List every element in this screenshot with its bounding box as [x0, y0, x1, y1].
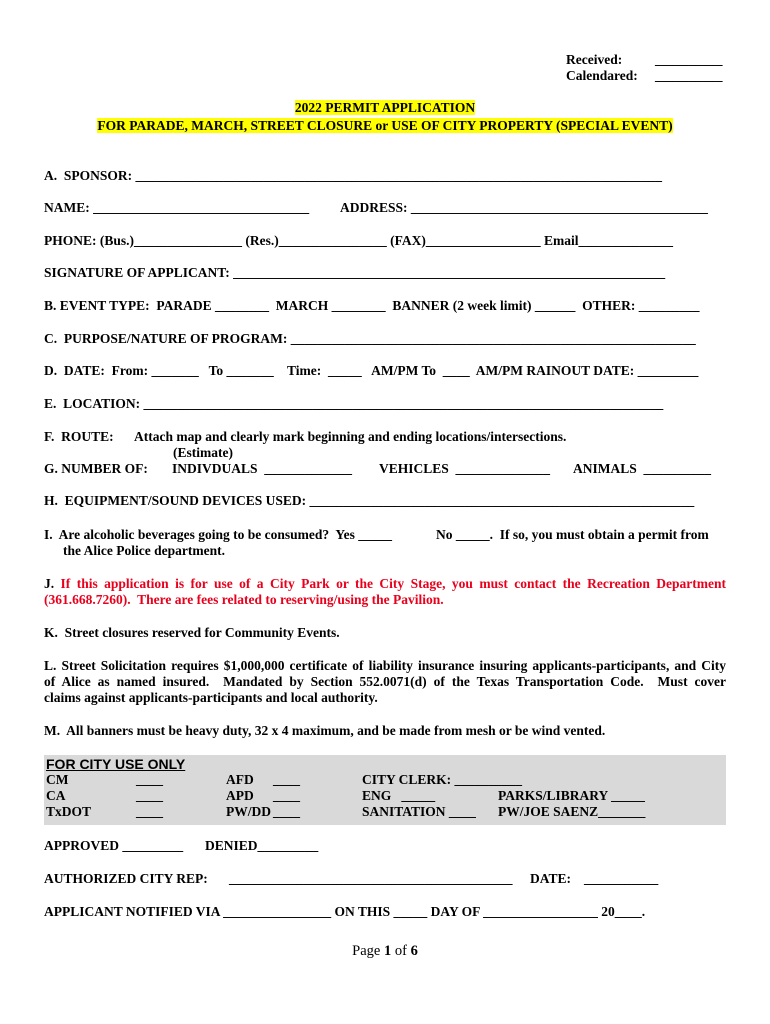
ca-field[interactable]: ____: [136, 788, 163, 803]
page-word: Page: [352, 943, 381, 959]
apd-field[interactable]: ____: [273, 788, 300, 803]
street-closure-note: K. Street closures reserved for Community Events.: [44, 625, 340, 640]
estimate-note: (Estimate): [173, 445, 233, 460]
calendared-field[interactable]: __________: [655, 68, 723, 83]
pwdd-label: PW/DD: [226, 804, 271, 819]
title-line-2-wrap: [0, 118, 770, 134]
title-line-1: 2022 PERMIT APPLICATION: [294, 100, 476, 115]
alcohol-no-field[interactable]: No _____. If so, you must obtain a permit from: [436, 527, 709, 542]
section-j-letter: J.: [44, 576, 55, 591]
apd-label: APD: [226, 788, 254, 803]
signature-field[interactable]: SIGNATURE OF APPLICANT: ________________________________________________________________: [44, 265, 666, 280]
purpose-field[interactable]: C. PURPOSE/NATURE OF PROGRAM: ____________________________________________________________: [44, 331, 696, 346]
authorized-rep-label: AUTHORIZED CITY REP:: [44, 871, 208, 886]
city-park-notice-text: If this application is for use of a City Park or the City Stage, you must contact the Recreation Department: [54, 576, 726, 591]
page-number: [0, 943, 770, 960]
city-use-heading: FOR CITY USE ONLY: [46, 756, 186, 772]
page-total: 6: [410, 943, 418, 959]
city-clerk-field[interactable]: CITY CLERK: __________: [362, 772, 523, 787]
address-field[interactable]: ADDRESS: ____________________________________________: [340, 200, 708, 215]
approved-field[interactable]: APPROVED _________: [44, 838, 184, 853]
solicitation-line-3: claims against applicants-participants and local authority.: [44, 690, 378, 705]
afd-label: AFD: [226, 772, 254, 787]
solicitation-line-1: L. Street Solicitation requires $1,000,000 certificate of liability insurance insuring applicants-participants, and City: [44, 658, 726, 673]
route-instructions: Attach map and clearly mark beginning and ending locations/intersections.: [134, 429, 567, 444]
txdot-label: TxDOT: [46, 804, 92, 819]
calendared-label: Calendared:: [566, 68, 638, 83]
title-line-1-wrap: [0, 100, 770, 116]
parks-library-field[interactable]: PARKS/LIBRARY _____: [498, 788, 645, 803]
city-park-notice-line-1: [44, 576, 726, 592]
txdot-field[interactable]: ____: [136, 804, 163, 819]
received-field[interactable]: __________: [655, 52, 723, 67]
route-label: F. ROUTE:: [44, 429, 114, 444]
equipment-field[interactable]: H. EQUIPMENT/SOUND DEVICES USED: _________________________________________________________: [44, 493, 695, 508]
title-line-2: FOR PARADE, MARCH, STREET CLOSURE or USE OF CITY PROPERTY (SPECIAL EVENT): [97, 118, 673, 133]
authorized-rep-field[interactable]: __________________________________________: [229, 871, 513, 886]
event-type-field[interactable]: B. EVENT TYPE: PARADE ________ MARCH ________ BANNER (2 week limit) ______ OTHER: _________: [44, 298, 700, 313]
date-label: DATE:: [530, 871, 572, 886]
phone-field[interactable]: PHONE: (Bus.)________________ (Res.)________________ (FAX)_________________ Email______________: [44, 233, 673, 248]
sponsor-field[interactable]: A. SPONSOR: ______________________________________________________________________________: [44, 168, 663, 183]
name-field[interactable]: NAME: ________________________________: [44, 200, 310, 215]
date-field[interactable]: ___________: [584, 871, 659, 886]
pw-joe-saenz-field[interactable]: PW/JOE SAENZ_______: [498, 804, 646, 819]
pwdd-field[interactable]: ____: [273, 804, 300, 819]
date-time-field[interactable]: D. DATE: From: _______ To _______ Time: _____ AM/PM To ____ AM/PM RAINOUT DATE: _________: [44, 363, 699, 378]
location-field[interactable]: E. LOCATION: _____________________________________________________________________________: [44, 396, 664, 411]
applicant-notified-field[interactable]: APPLICANT NOTIFIED VIA ________________ ON THIS _____ DAY OF _________________ 20____.: [44, 904, 646, 919]
sanitation-field[interactable]: SANITATION ____: [362, 804, 476, 819]
ca-label: CA: [46, 788, 66, 803]
page-current: 1: [383, 943, 392, 959]
alcohol-yes-field[interactable]: I. Are alcoholic beverages going to be consumed? Yes _____: [44, 527, 392, 542]
vehicles-field[interactable]: VEHICLES ______________: [379, 461, 551, 476]
solicitation-line-2: of Alice as named insured. Mandated by Section 552.0071(d) of the Texas Transportation Code. Must cover: [44, 674, 726, 689]
received-label: Received:: [566, 52, 623, 67]
alcohol-note: the Alice Police department.: [63, 543, 225, 558]
of-word: of: [394, 943, 407, 959]
cm-field[interactable]: ____: [136, 772, 163, 787]
afd-field[interactable]: ____: [273, 772, 300, 787]
banner-requirements: M. All banners must be heavy duty, 32 x 4 maximum, and be made from mesh or be wind vented.: [44, 723, 606, 738]
number-of-label: G. NUMBER OF:: [44, 461, 148, 476]
city-park-notice-line-2: (361.668.7260). There are fees related to reserving/using the Pavilion.: [44, 592, 444, 607]
cm-label: CM: [46, 772, 69, 787]
animals-field[interactable]: ANIMALS __________: [573, 461, 712, 476]
eng-field[interactable]: ENG _____: [362, 788, 436, 803]
denied-field[interactable]: DENIED_________: [205, 838, 319, 853]
individuals-field[interactable]: INDIVDUALS _____________: [172, 461, 353, 476]
